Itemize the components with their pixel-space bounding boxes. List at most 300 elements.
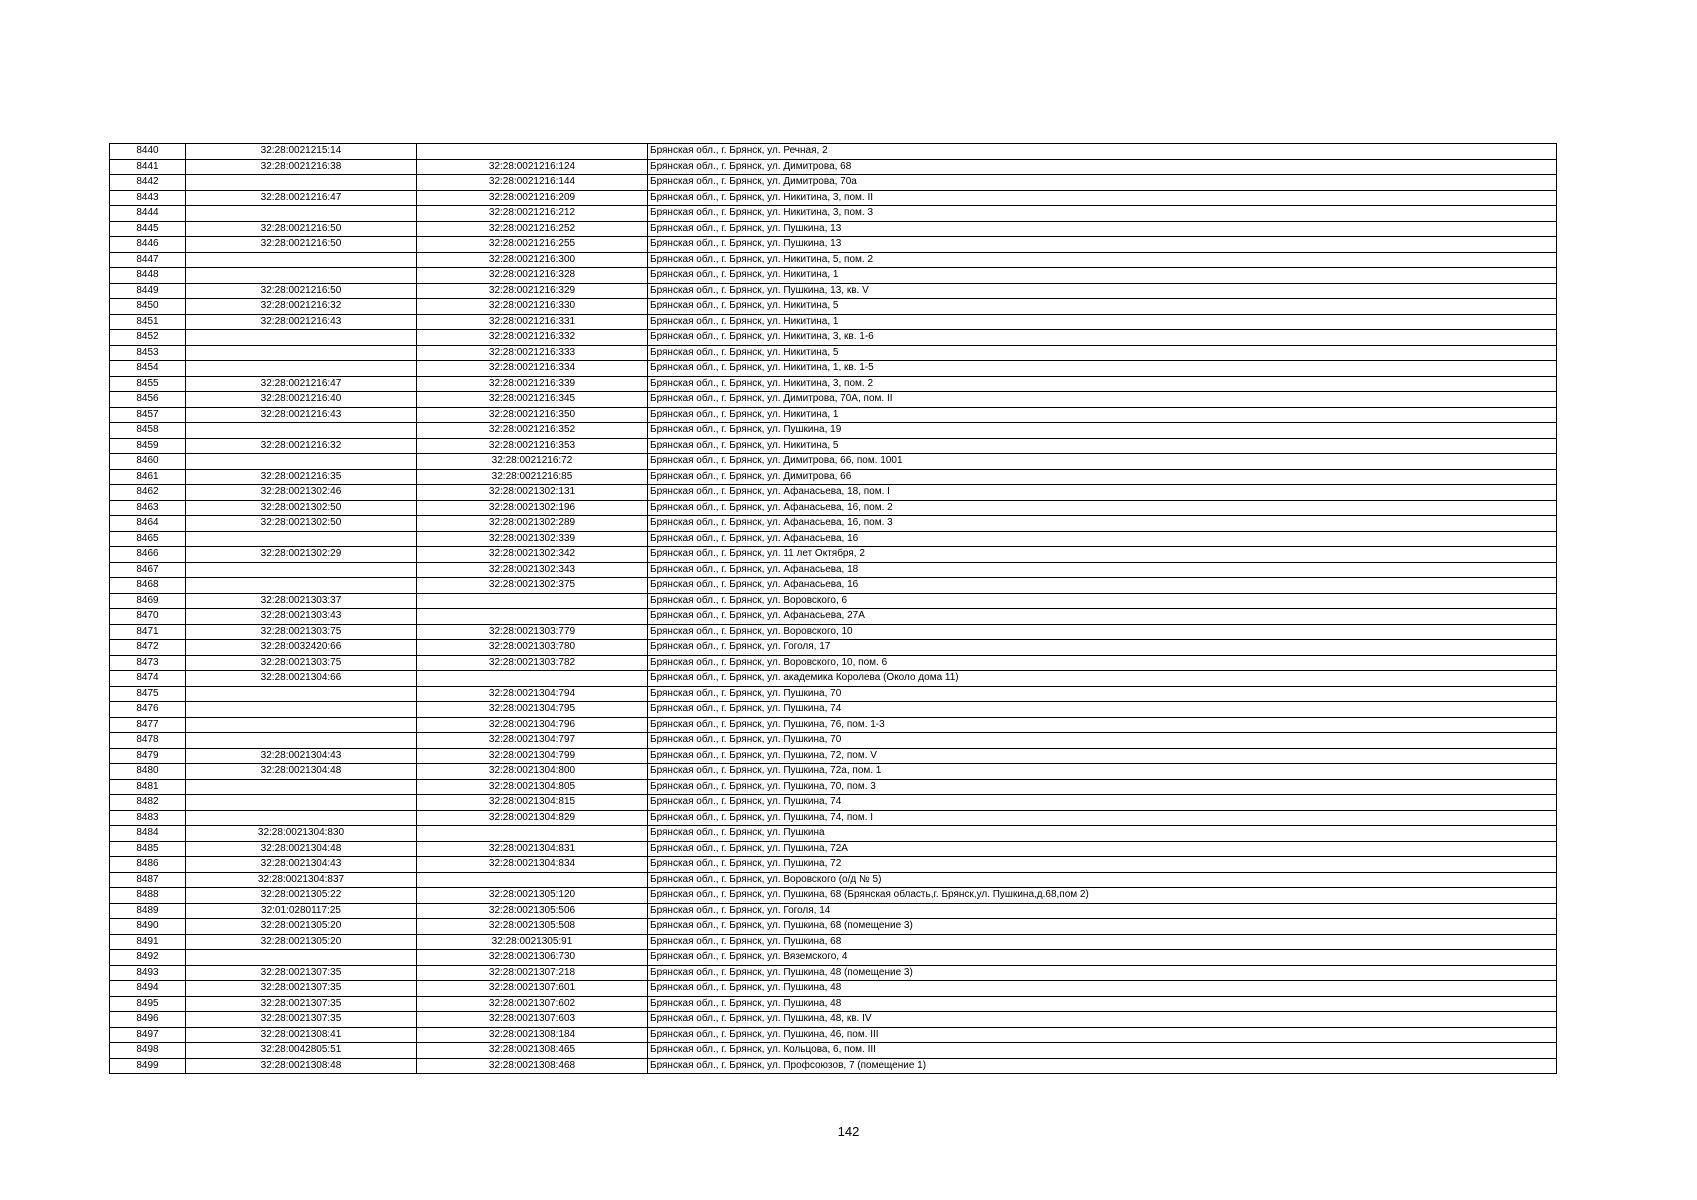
row-number-cell: 8498 (110, 1043, 186, 1059)
object-cadastral-number-cell: 32:28:0021304:829 (417, 810, 648, 826)
table-row (110, 826, 1557, 842)
land-cadastral-number-cell: 32:28:0021303:75 (186, 655, 417, 671)
table-row (110, 779, 1557, 795)
land-cadastral-number-cell (186, 702, 417, 718)
object-cadastral-number-cell: 32:28:0021306:730 (417, 950, 648, 966)
row-number-cell: 8454 (110, 361, 186, 377)
address-cell: Брянская обл., г. Брянск, ул. Никитина, 3, пом. II (648, 190, 1557, 206)
table-row (110, 190, 1557, 206)
address-cell: Брянская обл., г. Брянск, ул. Пушкина, 76, пом. 1-3 (648, 717, 1557, 733)
table-row (110, 624, 1557, 640)
address-cell: Брянская обл., г. Брянск, ул. Афанасьева, 16, пом. 3 (648, 516, 1557, 532)
land-cadastral-number-cell (186, 361, 417, 377)
page-number: 142 (837, 1124, 860, 1139)
address-cell: Брянская обл., г. Брянск, ул. Никитина, 1 (648, 407, 1557, 423)
row-number-cell: 8457 (110, 407, 186, 423)
land-cadastral-number-cell: 32:28:0021216:47 (186, 190, 417, 206)
address-cell: Брянская обл., г. Брянск, ул. Гоголя, 17 (648, 640, 1557, 656)
row-number-cell: 8462 (110, 485, 186, 501)
row-number-cell: 8478 (110, 733, 186, 749)
address-cell: Брянская обл., г. Брянск, ул. Пушкина, 13, кв. V (648, 283, 1557, 299)
object-cadastral-number-cell: 32:28:0021216:72 (417, 454, 648, 470)
land-cadastral-number-cell: 32:28:0021303:43 (186, 609, 417, 625)
object-cadastral-number-cell: 32:28:0021304:831 (417, 841, 648, 857)
row-number-cell: 8451 (110, 314, 186, 330)
object-cadastral-number-cell: 32:28:0021216:353 (417, 438, 648, 454)
row-number-cell: 8447 (110, 252, 186, 268)
object-cadastral-number-cell: 32:28:0021302:196 (417, 500, 648, 516)
table-row (110, 702, 1557, 718)
land-cadastral-number-cell (186, 810, 417, 826)
object-cadastral-number-cell: 32:28:0021216:328 (417, 268, 648, 284)
address-cell: Брянская обл., г. Брянск, ул. академика Королева (Около дома 11) (648, 671, 1557, 687)
address-cell: Брянская обл., г. Брянск, ул. Пушкина, 74 (648, 702, 1557, 718)
table-row (110, 516, 1557, 532)
object-cadastral-number-cell: 32:28:0021216:252 (417, 221, 648, 237)
table-row (110, 206, 1557, 222)
land-cadastral-number-cell: 32:28:0021216:50 (186, 221, 417, 237)
table-row (110, 469, 1557, 485)
row-number-cell: 8479 (110, 748, 186, 764)
table-row (110, 221, 1557, 237)
table-row (110, 438, 1557, 454)
object-cadastral-number-cell: 32:28:0021307:218 (417, 965, 648, 981)
table-row (110, 423, 1557, 439)
address-cell: Брянская обл., г. Брянск, ул. Пушкина, 48 (648, 981, 1557, 997)
land-cadastral-number-cell: 32:28:0021304:837 (186, 872, 417, 888)
land-cadastral-number-cell: 32:28:0021302:46 (186, 485, 417, 501)
table-row (110, 981, 1557, 997)
table-row (110, 252, 1557, 268)
row-number-cell: 8463 (110, 500, 186, 516)
row-number-cell: 8445 (110, 221, 186, 237)
address-cell: Брянская обл., г. Брянск, ул. Димитрова, 68 (648, 159, 1557, 175)
object-cadastral-number-cell: 32:28:0021216:332 (417, 330, 648, 346)
row-number-cell: 8492 (110, 950, 186, 966)
table-row (110, 996, 1557, 1012)
table-row (110, 407, 1557, 423)
table-row (110, 330, 1557, 346)
address-cell: Брянская обл., г. Брянск, ул. Воровского, 10, пом. 6 (648, 655, 1557, 671)
address-cell: Брянская обл., г. Брянск, ул. Гоголя, 14 (648, 903, 1557, 919)
land-cadastral-number-cell: 32:28:0021216:47 (186, 376, 417, 392)
row-number-cell: 8467 (110, 562, 186, 578)
row-number-cell: 8441 (110, 159, 186, 175)
address-cell: Брянская обл., г. Брянск, ул. Пушкина, 48, кв. IV (648, 1012, 1557, 1028)
land-cadastral-number-cell: 32:28:0021304:66 (186, 671, 417, 687)
row-number-cell: 8483 (110, 810, 186, 826)
object-cadastral-number-cell: 32:28:0021305:508 (417, 919, 648, 935)
table-row (110, 733, 1557, 749)
row-number-cell: 8493 (110, 965, 186, 981)
address-cell: Брянская обл., г. Брянск, ул. Афанасьева, 27А (648, 609, 1557, 625)
land-cadastral-number-cell (186, 206, 417, 222)
address-cell: Брянская обл., г. Брянск, ул. Воровского, 6 (648, 593, 1557, 609)
property-table (109, 143, 1557, 1074)
table-row (110, 500, 1557, 516)
object-cadastral-number-cell (417, 872, 648, 888)
row-number-cell: 8490 (110, 919, 186, 935)
object-cadastral-number-cell: 32:28:0021216:339 (417, 376, 648, 392)
row-number-cell: 8489 (110, 903, 186, 919)
address-cell: Брянская обл., г. Брянск, ул. Афанасьева, 16, пом. 2 (648, 500, 1557, 516)
address-cell: Брянская обл., г. Брянск, ул. Афанасьева, 16 (648, 531, 1557, 547)
address-cell: Брянская обл., г. Брянск, ул. Димитрова, 66, пом. 1001 (648, 454, 1557, 470)
row-number-cell: 8485 (110, 841, 186, 857)
object-cadastral-number-cell: 32:28:0021216:144 (417, 175, 648, 191)
table-row (110, 593, 1557, 609)
row-number-cell: 8470 (110, 609, 186, 625)
table-row (110, 640, 1557, 656)
table-row (110, 655, 1557, 671)
land-cadastral-number-cell: 32:28:0021307:35 (186, 981, 417, 997)
table-row (110, 857, 1557, 873)
row-number-cell: 8474 (110, 671, 186, 687)
address-cell: Брянская обл., г. Брянск, ул. Никитина, 3, кв. 1-6 (648, 330, 1557, 346)
object-cadastral-number-cell (417, 671, 648, 687)
address-cell: Брянская обл., г. Брянск, ул. Пушкина, 74, пом. I (648, 810, 1557, 826)
object-cadastral-number-cell (417, 826, 648, 842)
table-row (110, 748, 1557, 764)
land-cadastral-number-cell (186, 531, 417, 547)
address-cell: Брянская обл., г. Брянск, ул. Никитина, 5 (648, 438, 1557, 454)
land-cadastral-number-cell: 32:28:0021307:35 (186, 1012, 417, 1028)
address-cell: Брянская обл., г. Брянск, ул. Пушкина, 13 (648, 237, 1557, 253)
row-number-cell: 8466 (110, 547, 186, 563)
object-cadastral-number-cell: 32:28:0021307:601 (417, 981, 648, 997)
table-row (110, 841, 1557, 857)
object-cadastral-number-cell: 32:28:0021304:815 (417, 795, 648, 811)
address-cell: Брянская обл., г. Брянск, ул. Вяземского, 4 (648, 950, 1557, 966)
row-number-cell: 8450 (110, 299, 186, 315)
address-cell: Брянская обл., г. Брянск, ул. Пушкина, 68 (648, 934, 1557, 950)
row-number-cell: 8481 (110, 779, 186, 795)
land-cadastral-number-cell: 32:28:0021303:75 (186, 624, 417, 640)
row-number-cell: 8473 (110, 655, 186, 671)
row-number-cell: 8440 (110, 144, 186, 160)
object-cadastral-number-cell: 32:28:0021216:334 (417, 361, 648, 377)
land-cadastral-number-cell: 32:28:0021216:50 (186, 237, 417, 253)
object-cadastral-number-cell: 32:28:0021302:343 (417, 562, 648, 578)
land-cadastral-number-cell (186, 779, 417, 795)
address-cell: Брянская обл., г. Брянск, ул. Пушкина, 70 (648, 733, 1557, 749)
object-cadastral-number-cell: 32:28:0021216:255 (417, 237, 648, 253)
address-cell: Брянская обл., г. Брянск, ул. Никитина, 5 (648, 345, 1557, 361)
table-row (110, 919, 1557, 935)
address-cell: Брянская обл., г. Брянск, ул. Пушкина, 72а, пом. 1 (648, 764, 1557, 780)
object-cadastral-number-cell: 32:28:0021304:799 (417, 748, 648, 764)
table-row (110, 562, 1557, 578)
object-cadastral-number-cell: 32:28:0021305:506 (417, 903, 648, 919)
address-cell: Брянская обл., г. Брянск, ул. Пушкина, 68 (помещение 3) (648, 919, 1557, 935)
land-cadastral-number-cell (186, 175, 417, 191)
row-number-cell: 8484 (110, 826, 186, 842)
address-cell: Брянская обл., г. Брянск, ул. Никитина, 3, пом. 2 (648, 376, 1557, 392)
table-row (110, 1043, 1557, 1059)
land-cadastral-number-cell: 32:28:0021308:48 (186, 1058, 417, 1074)
land-cadastral-number-cell: 32:28:0021304:48 (186, 764, 417, 780)
object-cadastral-number-cell: 32:28:0021304:797 (417, 733, 648, 749)
land-cadastral-number-cell: 32:28:0021215:14 (186, 144, 417, 160)
address-cell: Брянская обл., г. Брянск, ул. Пушкина, 48 (648, 996, 1557, 1012)
land-cadastral-number-cell (186, 950, 417, 966)
row-number-cell: 8472 (110, 640, 186, 656)
land-cadastral-number-cell: 32:01:0280117:25 (186, 903, 417, 919)
land-cadastral-number-cell (186, 423, 417, 439)
object-cadastral-number-cell: 32:28:0021216:209 (417, 190, 648, 206)
row-number-cell: 8448 (110, 268, 186, 284)
address-cell: Брянская обл., г. Брянск, ул. Пушкина (648, 826, 1557, 842)
object-cadastral-number-cell: 32:28:0021304:800 (417, 764, 648, 780)
row-number-cell: 8475 (110, 686, 186, 702)
land-cadastral-number-cell (186, 454, 417, 470)
land-cadastral-number-cell: 32:28:0032420:66 (186, 640, 417, 656)
object-cadastral-number-cell: 32:28:0021304:795 (417, 702, 648, 718)
table-row (110, 903, 1557, 919)
table-row (110, 872, 1557, 888)
land-cadastral-number-cell: 32:28:0021216:40 (186, 392, 417, 408)
table-row (110, 159, 1557, 175)
address-cell: Брянская обл., г. Брянск, ул. 11 лет Октября, 2 (648, 547, 1557, 563)
object-cadastral-number-cell: 32:28:0021302:131 (417, 485, 648, 501)
table-row (110, 547, 1557, 563)
land-cadastral-number-cell: 32:28:0021302:50 (186, 516, 417, 532)
address-cell: Брянская обл., г. Брянск, ул. Пушкина, 13 (648, 221, 1557, 237)
row-number-cell: 8487 (110, 872, 186, 888)
row-number-cell: 8452 (110, 330, 186, 346)
address-cell: Брянская обл., г. Брянск, ул. Никитина, 1 (648, 314, 1557, 330)
land-cadastral-number-cell: 32:28:0021216:32 (186, 299, 417, 315)
object-cadastral-number-cell: 32:28:0021216:350 (417, 407, 648, 423)
table-row (110, 671, 1557, 687)
land-cadastral-number-cell: 32:28:0021308:41 (186, 1027, 417, 1043)
address-cell: Брянская обл., г. Брянск, ул. Никитина, 5 (648, 299, 1557, 315)
table-row (110, 578, 1557, 594)
land-cadastral-number-cell: 32:28:0021302:50 (186, 500, 417, 516)
land-cadastral-number-cell: 32:28:0021304:830 (186, 826, 417, 842)
object-cadastral-number-cell: 32:28:0021303:782 (417, 655, 648, 671)
table-row (110, 268, 1557, 284)
table-row (110, 376, 1557, 392)
row-number-cell: 8458 (110, 423, 186, 439)
table-row (110, 314, 1557, 330)
land-cadastral-number-cell (186, 268, 417, 284)
object-cadastral-number-cell: 32:28:0021305:120 (417, 888, 648, 904)
object-cadastral-number-cell: 32:28:0021216:329 (417, 283, 648, 299)
row-number-cell: 8476 (110, 702, 186, 718)
land-cadastral-number-cell (186, 562, 417, 578)
object-cadastral-number-cell: 32:28:0021216:330 (417, 299, 648, 315)
row-number-cell: 8442 (110, 175, 186, 191)
row-number-cell: 8486 (110, 857, 186, 873)
table-row (110, 609, 1557, 625)
address-cell: Брянская обл., г. Брянск, ул. Пушкина, 72 (648, 857, 1557, 873)
object-cadastral-number-cell: 32:28:0021302:339 (417, 531, 648, 547)
row-number-cell: 8496 (110, 1012, 186, 1028)
land-cadastral-number-cell: 32:28:0021216:50 (186, 283, 417, 299)
address-cell: Брянская обл., г. Брянск, ул. Никитина, 3, пом. 3 (648, 206, 1557, 222)
land-cadastral-number-cell (186, 795, 417, 811)
object-cadastral-number-cell: 32:28:0021216:352 (417, 423, 648, 439)
row-number-cell: 8497 (110, 1027, 186, 1043)
object-cadastral-number-cell (417, 593, 648, 609)
land-cadastral-number-cell: 32:28:0021303:37 (186, 593, 417, 609)
land-cadastral-number-cell: 32:28:0021304:43 (186, 748, 417, 764)
table-row (110, 485, 1557, 501)
object-cadastral-number-cell: 32:28:0021303:780 (417, 640, 648, 656)
object-cadastral-number-cell: 32:28:0021216:212 (417, 206, 648, 222)
table-row (110, 237, 1557, 253)
land-cadastral-number-cell (186, 686, 417, 702)
land-cadastral-number-cell: 32:28:0021305:22 (186, 888, 417, 904)
address-cell: Брянская обл., г. Брянск, ул. Воровского (о/д № 5) (648, 872, 1557, 888)
address-cell: Брянская обл., г. Брянск, ул. Никитина, 5, пом. 2 (648, 252, 1557, 268)
land-cadastral-number-cell: 32:28:0021305:20 (186, 919, 417, 935)
address-cell: Брянская обл., г. Брянск, ул. Димитрова, 70А, пом. II (648, 392, 1557, 408)
row-number-cell: 8460 (110, 454, 186, 470)
land-cadastral-number-cell: 32:28:0021307:35 (186, 965, 417, 981)
land-cadastral-number-cell: 32:28:0021216:38 (186, 159, 417, 175)
address-cell: Брянская обл., г. Брянск, ул. Воровского, 10 (648, 624, 1557, 640)
table-row (110, 361, 1557, 377)
object-cadastral-number-cell: 32:28:0021302:342 (417, 547, 648, 563)
land-cadastral-number-cell: 32:28:0042805:51 (186, 1043, 417, 1059)
object-cadastral-number-cell: 32:28:0021304:796 (417, 717, 648, 733)
address-cell: Брянская обл., г. Брянск, ул. Пушкина, 72А (648, 841, 1557, 857)
land-cadastral-number-cell: 32:28:0021307:35 (186, 996, 417, 1012)
address-cell: Брянская обл., г. Брянск, ул. Пушкина, 68 (Брянская область,г. Брянск,ул. Пушкина,д.68,пом 2) (648, 888, 1557, 904)
row-number-cell: 8482 (110, 795, 186, 811)
table-row (110, 175, 1557, 191)
table-row (110, 888, 1557, 904)
address-cell: Брянская обл., г. Брянск, ул. Афанасьева, 18, пом. I (648, 485, 1557, 501)
object-cadastral-number-cell (417, 144, 648, 160)
object-cadastral-number-cell: 32:28:0021303:779 (417, 624, 648, 640)
table-row (110, 531, 1557, 547)
row-number-cell: 8461 (110, 469, 186, 485)
row-number-cell: 8491 (110, 934, 186, 950)
table-row (110, 283, 1557, 299)
object-cadastral-number-cell: 32:28:0021216:85 (417, 469, 648, 485)
address-cell: Брянская обл., г. Брянск, ул. Кольцова, 6, пом. III (648, 1043, 1557, 1059)
land-cadastral-number-cell (186, 330, 417, 346)
address-cell: Брянская обл., г. Брянск, ул. Профсоюзов, 7 (помещение 1) (648, 1058, 1557, 1074)
address-cell: Брянская обл., г. Брянск, ул. Пушкина, 19 (648, 423, 1557, 439)
table-row (110, 717, 1557, 733)
row-number-cell: 8443 (110, 190, 186, 206)
object-cadastral-number-cell: 32:28:0021308:468 (417, 1058, 648, 1074)
table-row (110, 810, 1557, 826)
table-row (110, 392, 1557, 408)
land-cadastral-number-cell: 32:28:0021305:20 (186, 934, 417, 950)
row-number-cell: 8456 (110, 392, 186, 408)
land-cadastral-number-cell: 32:28:0021302:29 (186, 547, 417, 563)
row-number-cell: 8459 (110, 438, 186, 454)
object-cadastral-number-cell: 32:28:0021304:834 (417, 857, 648, 873)
address-cell: Брянская обл., г. Брянск, ул. Никитина, 1, кв. 1-5 (648, 361, 1557, 377)
address-cell: Брянская обл., г. Брянск, ул. Димитрова, 70а (648, 175, 1557, 191)
object-cadastral-number-cell: 32:28:0021216:300 (417, 252, 648, 268)
table-row (110, 795, 1557, 811)
object-cadastral-number-cell: 32:28:0021216:345 (417, 392, 648, 408)
table-row (110, 764, 1557, 780)
row-number-cell: 8477 (110, 717, 186, 733)
address-cell: Брянская обл., г. Брянск, ул. Речная, 2 (648, 144, 1557, 160)
table-row (110, 1012, 1557, 1028)
address-cell: Брянская обл., г. Брянск, ул. Афанасьева, 18 (648, 562, 1557, 578)
table-row (110, 686, 1557, 702)
row-number-cell: 8444 (110, 206, 186, 222)
address-cell: Брянская обл., г. Брянск, ул. Пушкина, 74 (648, 795, 1557, 811)
object-cadastral-number-cell: 32:28:0021307:603 (417, 1012, 648, 1028)
land-cadastral-number-cell (186, 252, 417, 268)
object-cadastral-number-cell: 32:28:0021304:794 (417, 686, 648, 702)
table-row (110, 454, 1557, 470)
object-cadastral-number-cell: 32:28:0021307:602 (417, 996, 648, 1012)
address-cell: Брянская обл., г. Брянск, ул. Пушкина, 72, пом. V (648, 748, 1557, 764)
object-cadastral-number-cell: 32:28:0021216:331 (417, 314, 648, 330)
row-number-cell: 8494 (110, 981, 186, 997)
land-cadastral-number-cell: 32:28:0021304:48 (186, 841, 417, 857)
land-cadastral-number-cell: 32:28:0021216:32 (186, 438, 417, 454)
object-cadastral-number-cell: 32:28:0021305:91 (417, 934, 648, 950)
row-number-cell: 8495 (110, 996, 186, 1012)
object-cadastral-number-cell: 32:28:0021304:805 (417, 779, 648, 795)
table-row (110, 345, 1557, 361)
object-cadastral-number-cell: 32:28:0021302:375 (417, 578, 648, 594)
land-cadastral-number-cell: 32:28:0021216:43 (186, 407, 417, 423)
object-cadastral-number-cell: 32:28:0021308:184 (417, 1027, 648, 1043)
address-cell: Брянская обл., г. Брянск, ул. Пушкина, 46, пом. III (648, 1027, 1557, 1043)
row-number-cell: 8469 (110, 593, 186, 609)
object-cadastral-number-cell: 32:28:0021308:465 (417, 1043, 648, 1059)
address-cell: Брянская обл., г. Брянск, ул. Афанасьева, 16 (648, 578, 1557, 594)
address-cell: Брянская обл., г. Брянск, ул. Димитрова, 66 (648, 469, 1557, 485)
address-cell: Брянская обл., г. Брянск, ул. Никитина, 1 (648, 268, 1557, 284)
table-row (110, 299, 1557, 315)
land-cadastral-number-cell: 32:28:0021304:43 (186, 857, 417, 873)
land-cadastral-number-cell (186, 717, 417, 733)
row-number-cell: 8468 (110, 578, 186, 594)
table-row (110, 934, 1557, 950)
table-row (110, 144, 1557, 160)
address-cell: Брянская обл., г. Брянск, ул. Пушкина, 48 (помещение 3) (648, 965, 1557, 981)
row-number-cell: 8455 (110, 376, 186, 392)
object-cadastral-number-cell: 32:28:0021216:333 (417, 345, 648, 361)
address-cell: Брянская обл., г. Брянск, ул. Пушкина, 70, пом. 3 (648, 779, 1557, 795)
table-row (110, 1058, 1557, 1074)
land-cadastral-number-cell: 32:28:0021216:35 (186, 469, 417, 485)
object-cadastral-number-cell (417, 609, 648, 625)
row-number-cell: 8471 (110, 624, 186, 640)
row-number-cell: 8480 (110, 764, 186, 780)
table-row (110, 1027, 1557, 1043)
land-cadastral-number-cell (186, 345, 417, 361)
row-number-cell: 8499 (110, 1058, 186, 1074)
row-number-cell: 8453 (110, 345, 186, 361)
object-cadastral-number-cell: 32:28:0021216:124 (417, 159, 648, 175)
address-cell: Брянская обл., г. Брянск, ул. Пушкина, 70 (648, 686, 1557, 702)
land-cadastral-number-cell (186, 733, 417, 749)
row-number-cell: 8488 (110, 888, 186, 904)
row-number-cell: 8446 (110, 237, 186, 253)
land-cadastral-number-cell (186, 578, 417, 594)
row-number-cell: 8449 (110, 283, 186, 299)
land-cadastral-number-cell: 32:28:0021216:43 (186, 314, 417, 330)
row-number-cell: 8464 (110, 516, 186, 532)
table-row (110, 950, 1557, 966)
object-cadastral-number-cell: 32:28:0021302:289 (417, 516, 648, 532)
